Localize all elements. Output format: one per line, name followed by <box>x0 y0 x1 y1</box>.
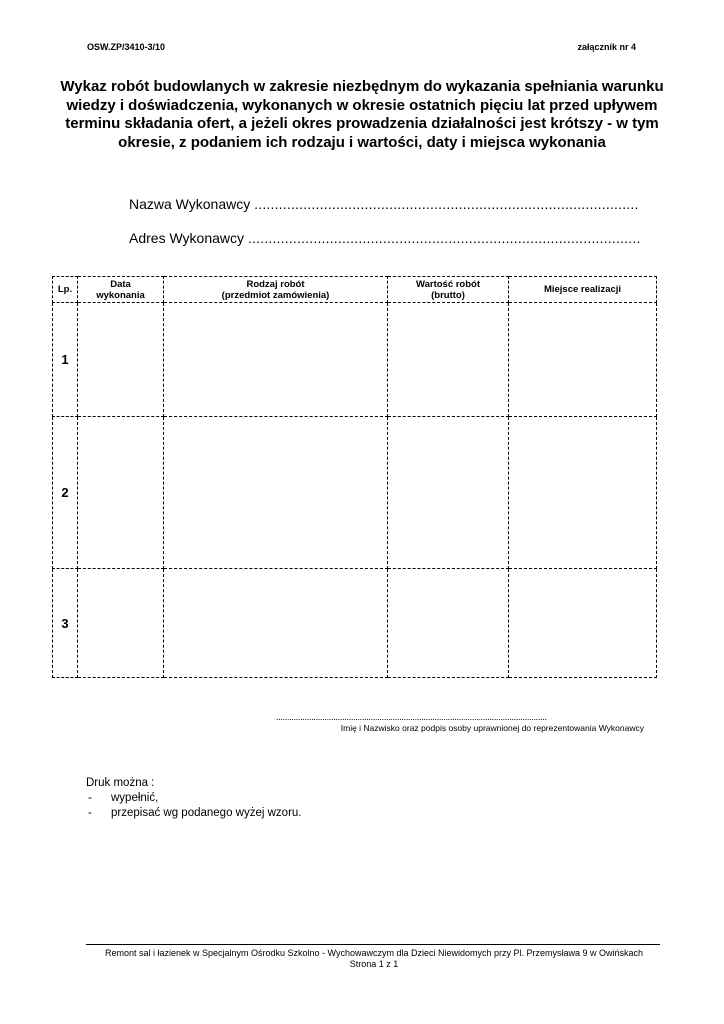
contractor-address-field <box>129 230 641 246</box>
cell-value[interactable] <box>388 417 509 569</box>
list-item-text: przepisać wg podanego wyżej wzoru. <box>111 807 302 819</box>
print-note-title: Druk można : <box>86 777 155 789</box>
contractor-name-field <box>129 196 639 212</box>
col-header-value-line1: Wartość robót <box>415 278 481 290</box>
footer-project: Remont sal i łazienek w Specjalnym Ośrodku Szkolno - Wychowawczym dla Dzieci Niewidomych przy Pl. Przemysława 9 w Owińskach <box>104 948 644 958</box>
cell-type[interactable] <box>164 569 388 678</box>
col-header-type-line2: (przedmiot zamówienia) <box>221 289 330 301</box>
cell-place[interactable] <box>509 569 657 678</box>
col-header-place: Miejsce realizacji <box>509 277 657 303</box>
contractor-name-label: Nazwa Wykonawcy <box>129 196 251 212</box>
col-header-type <box>164 277 388 303</box>
col-header-value-line2: (brutto) <box>431 289 465 301</box>
row-number: 3 <box>53 569 78 678</box>
cell-place[interactable] <box>509 417 657 569</box>
col-header-value <box>388 277 509 303</box>
col-header-date <box>78 277 164 303</box>
row-number: 2 <box>53 417 78 569</box>
contractor-address-label: Adres Wykonawcy <box>129 230 245 246</box>
print-note <box>86 776 302 821</box>
contractor-name-dots: .............................................................................................. <box>254 196 639 212</box>
table-header-row <box>53 277 657 303</box>
annex-number: załącznik nr 4 <box>577 42 636 52</box>
list-dash: - <box>88 792 92 804</box>
cell-value[interactable] <box>388 303 509 417</box>
cell-value[interactable] <box>388 569 509 678</box>
print-note-list <box>86 791 302 821</box>
footer-divider <box>86 944 660 945</box>
col-header-date-line1: Data <box>110 278 131 290</box>
col-header-type-line1: Rodzaj robót <box>246 278 305 290</box>
document-reference: OSW.ZP/3410-3/10 <box>87 42 166 52</box>
table-row <box>53 417 657 569</box>
works-table <box>52 276 657 678</box>
footer <box>100 948 648 969</box>
list-item <box>86 806 302 821</box>
cell-type[interactable] <box>164 417 388 569</box>
cell-place[interactable] <box>509 303 657 417</box>
list-item <box>86 791 302 806</box>
footer-page-number: Strona 1 z 1 <box>349 958 399 969</box>
cell-date[interactable] <box>78 569 164 678</box>
row-number: 1 <box>53 303 78 417</box>
list-dash: - <box>88 807 92 819</box>
table-row <box>53 569 657 678</box>
table-row <box>53 303 657 417</box>
contractor-address-dots: ................................................................................................ <box>247 230 641 246</box>
list-item-text: wypełnić, <box>111 792 159 804</box>
cell-type[interactable] <box>164 303 388 417</box>
col-header-date-line2: wykonania <box>96 289 145 301</box>
col-header-lp: Lp. <box>53 277 78 303</box>
cell-date[interactable] <box>78 303 164 417</box>
cell-date[interactable] <box>78 417 164 569</box>
page-title: Wykaz robót budowlanych w zakresie niezbędnym do wykazania spełniania warunku wiedzy i doświadczenia, wykonanych w okresie ostatnich pięciu lat przed upływem terminu składania ofert, a jeżeli okres prowadzenia działalności jest krótszy - w tym okresie, z podaniem ich rodzaju i wartości, daty i miejsca wykonania <box>60 78 664 151</box>
signature-line: ........................................................................................................................... <box>276 712 547 722</box>
signature-caption: Imię i Nazwisko oraz podpis osoby uprawnionej do reprezentowania Wykonawcy <box>340 723 644 733</box>
